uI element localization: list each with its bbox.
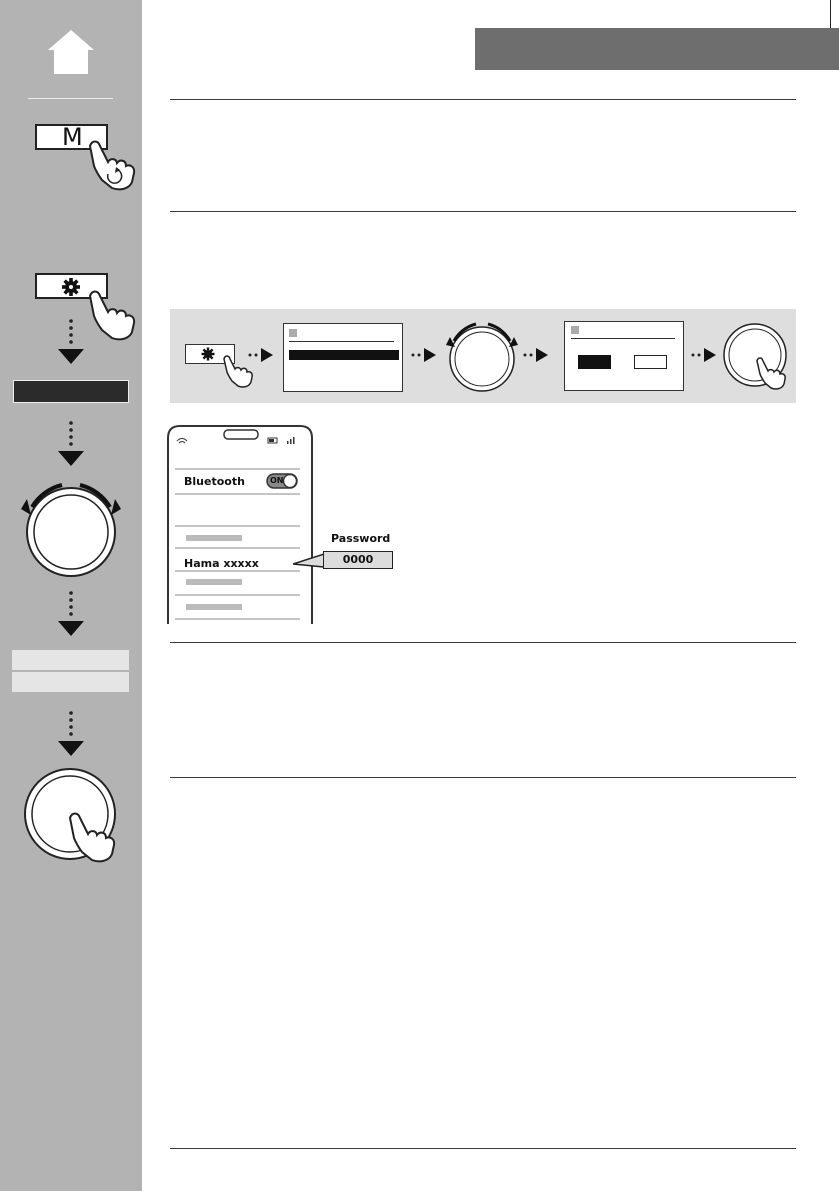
rotary-knob-icon[interactable] <box>442 317 522 397</box>
section-divider <box>170 99 796 100</box>
right-arrow-icon <box>410 347 438 363</box>
option-bar <box>12 672 129 692</box>
unselected-option <box>634 355 667 369</box>
step-strip <box>170 309 796 403</box>
down-arrow-icon <box>57 420 85 470</box>
selected-menu-item <box>289 350 399 360</box>
press-rotate-hand-icon <box>80 136 140 192</box>
screen-divider <box>289 341 394 342</box>
bluetooth-label: Bluetooth <box>184 475 245 488</box>
section-divider <box>170 211 796 212</box>
home-icon[interactable] <box>46 28 96 76</box>
knob-press-icon[interactable] <box>723 319 793 395</box>
sidebar <box>0 0 142 1191</box>
screen-icon <box>571 326 579 334</box>
right-arrow-icon <box>690 347 718 363</box>
section-divider <box>170 1148 796 1149</box>
confirm-screen <box>564 321 684 391</box>
right-arrow-icon <box>522 347 550 363</box>
gear-icon <box>201 347 215 361</box>
knob-press-icon[interactable] <box>22 766 127 871</box>
right-arrow-icon <box>247 347 275 363</box>
press-hand-icon <box>80 286 140 342</box>
option-bar <box>12 650 129 670</box>
section-divider <box>170 642 796 643</box>
password-value: 0000 <box>323 551 393 569</box>
phone-illustration <box>166 424 314 624</box>
m-button[interactable]: M <box>35 124 108 150</box>
screen-icon <box>289 329 297 337</box>
down-arrow-icon <box>57 710 85 760</box>
callout-pointer <box>293 552 327 574</box>
password-label: Password <box>331 532 391 545</box>
down-arrow-icon <box>57 318 85 368</box>
menu-highlight-bar <box>13 380 129 403</box>
section-divider <box>170 777 796 778</box>
device-list-item[interactable]: Hama xxxxx <box>184 557 259 570</box>
sidebar-divider <box>28 98 113 99</box>
gear-icon <box>61 277 81 297</box>
rotary-knob-icon[interactable] <box>18 477 128 585</box>
bluetooth-toggle[interactable]: ON <box>270 476 284 485</box>
selected-option <box>578 355 611 369</box>
menu-screen <box>283 323 403 392</box>
header-bar <box>475 28 839 70</box>
down-arrow-icon <box>57 590 85 640</box>
screen-divider <box>571 338 675 339</box>
